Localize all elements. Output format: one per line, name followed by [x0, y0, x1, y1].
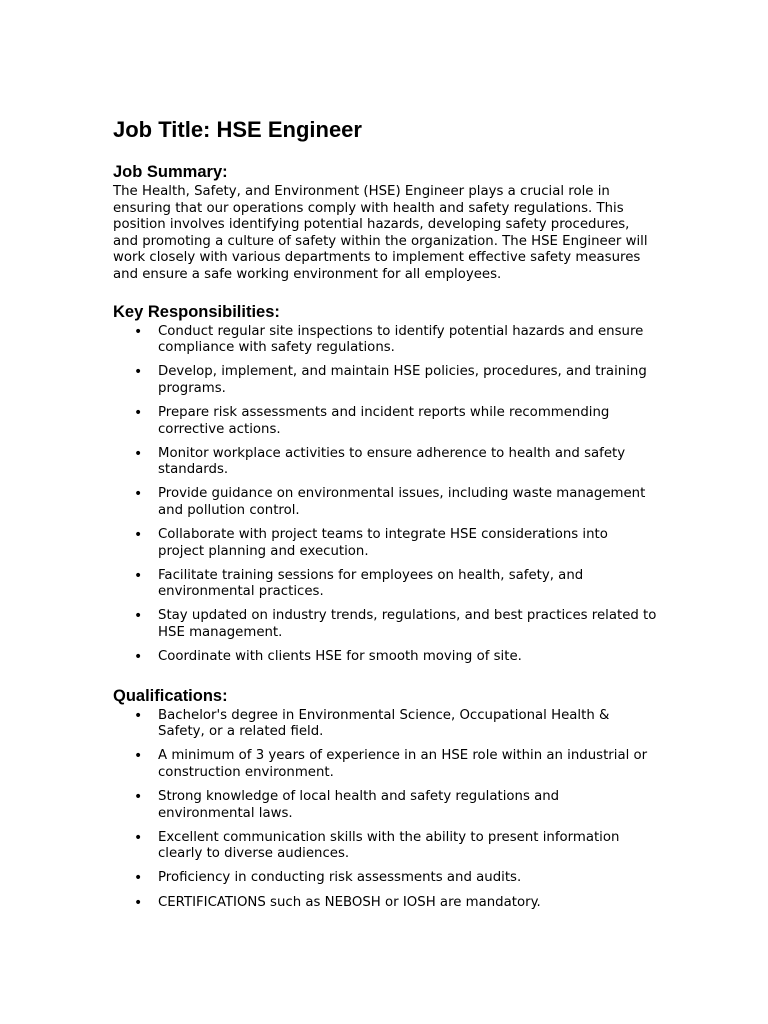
bullet-icon: • [134, 748, 143, 765]
job-summary-section [113, 162, 658, 284]
job-title: Job Title: HSE Engineer [113, 117, 362, 142]
bullet-icon: • [134, 364, 143, 381]
qualifications-list [113, 708, 658, 911]
responsibility-item [113, 649, 658, 666]
responsibility-item [113, 568, 658, 601]
responsibility-text: Prepare risk assessments and incident reports while recommending corrective actions. [158, 404, 610, 437]
bullet-icon: • [134, 567, 143, 584]
responsibility-item [113, 446, 658, 479]
qualification-item [113, 789, 658, 822]
bullet-icon: • [134, 789, 143, 806]
key-responsibilities-section [113, 302, 658, 666]
qualification-item [113, 708, 658, 741]
job-summary-text: The Health, Safety, and Environment (HSE) Engineer plays a crucial role in ensuring that our operations comply with health and safety regulations. This position involves identifying potential hazards, developing safety procedures, and promoting a culture of safety within the organization. The HSE Engineer will work closely with various departments to implement effective safety measures and ensure a safe working environment for all employees. [113, 184, 648, 282]
bullet-icon: • [134, 829, 143, 846]
responsibility-item [113, 608, 658, 641]
bullet-icon: • [134, 527, 143, 543]
qualification-item [113, 748, 658, 781]
qualification-text: Excellent communication skills with the ability to present information clearly to diverse audiences. [158, 829, 620, 862]
job-summary-heading: Job Summary: [113, 163, 228, 181]
responsibilities-list [113, 324, 658, 666]
qualification-item [113, 830, 658, 863]
responsibility-text: Coordinate with clients HSE for smooth moving of site. [158, 649, 522, 665]
qualification-text: CERTIFICATIONS such as NEBOSH or IOSH are mandatory. [158, 894, 541, 910]
document-page [113, 115, 658, 919]
responsibility-item [113, 527, 658, 560]
qualification-text: Proficiency in conducting risk assessments and audits. [158, 870, 522, 886]
qualifications-section [113, 686, 658, 911]
responsibility-item [113, 364, 658, 397]
bullet-icon: • [134, 894, 143, 911]
responsibility-text: Stay updated on industry trends, regulations, and best practices related to HSE management. [158, 608, 657, 640]
responsibility-item [113, 405, 658, 438]
bullet-icon: • [134, 445, 143, 462]
qualification-text: Bachelor's degree in Environmental Science, Occupational Health & Safety, or a related field. [158, 707, 610, 740]
responsibility-item [113, 324, 658, 357]
bullet-icon: • [134, 649, 143, 666]
responsibility-text: Facilitate training sessions for employees on health, safety, and environmental practices. [158, 567, 584, 600]
qualification-item [113, 870, 658, 887]
responsibility-text: Monitor workplace activities to ensure adherence to health and safety standards. [158, 445, 626, 478]
qualification-text: Strong knowledge of local health and safety regulations and environmental laws. [158, 789, 560, 821]
qualification-item [113, 895, 658, 912]
responsibility-text: Conduct regular site inspections to identify potential hazards and ensure compliance with safety regulations. [158, 323, 644, 356]
key-responsibilities-heading: Key Responsibilities: [113, 302, 280, 321]
responsibility-item [113, 486, 658, 519]
bullet-icon: • [134, 707, 143, 724]
responsibility-text: Provide guidance on environmental issues, including waste management and pollution control. [158, 486, 646, 518]
qualifications-heading: Qualifications: [113, 686, 228, 705]
qualification-text: A minimum of 3 years of experience in an HSE role within an industrial or construction environment. [158, 748, 648, 780]
responsibility-text: Develop, implement, and maintain HSE policies, procedures, and training programs. [158, 364, 647, 396]
responsibility-text: Collaborate with project teams to integrate HSE considerations into project planning and execution. [158, 527, 608, 559]
bullet-icon: • [134, 404, 143, 421]
bullet-icon: • [134, 323, 143, 340]
bullet-icon: • [134, 870, 143, 887]
bullet-icon: • [134, 486, 143, 503]
bullet-icon: • [134, 608, 143, 625]
